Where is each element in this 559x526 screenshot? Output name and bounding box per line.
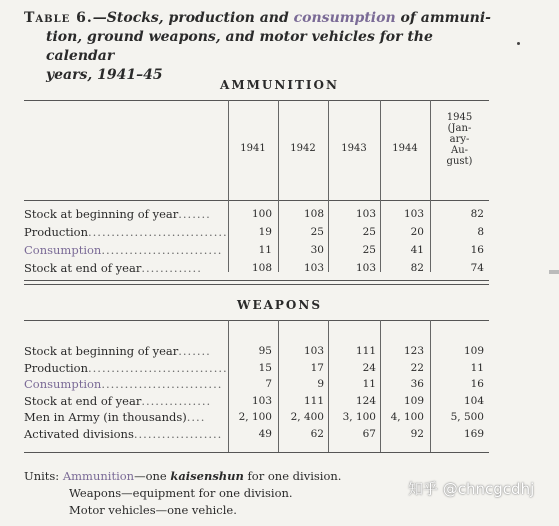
table-label: Table 6. [24, 10, 93, 26]
table-cell: 41 [410, 244, 424, 256]
column-header: 1945 (Jan- ary- Au- gust) [446, 112, 473, 167]
row-label: Activated divisions................... [24, 426, 223, 441]
table-cell: 103 [403, 208, 424, 220]
table-cell: 49 [258, 427, 272, 440]
row-label: Consumption.......................... [24, 243, 223, 257]
column-rule [278, 320, 279, 452]
column-rule [328, 100, 329, 272]
table-cell: 16 [470, 378, 484, 390]
column-header: 1944 [392, 143, 418, 154]
table-cell: 3, 100 [342, 411, 376, 423]
table-cell: 92 [410, 427, 424, 440]
weapons-top-rule [24, 320, 489, 321]
table-cell: 11 [362, 378, 376, 390]
table-cell: 108 [303, 208, 324, 220]
table-bottom-rule [24, 452, 489, 453]
table-title: Table 6.—Stocks, production and consumption of ammuni- tion, ground weapons, and motor vehicles for the calendar years, 1941–45 [24, 10, 491, 83]
row-label: Consumption.......................... [24, 377, 223, 391]
header-bottom-rule [24, 200, 489, 201]
table-cell: 103 [355, 262, 376, 274]
header-top-rule [24, 100, 489, 101]
ammunition-heading: AMMUNITION [220, 78, 339, 92]
table-cell: 111 [355, 345, 376, 357]
column-rule [430, 320, 431, 452]
table-cell: 30 [310, 244, 324, 256]
table-cell: 4, 100 [390, 411, 424, 423]
table-cell: 109 [403, 394, 424, 407]
scroll-indicator[interactable] [549, 270, 559, 274]
table-cell: 9 [317, 378, 324, 390]
column-rule [430, 100, 431, 272]
column-header: 1942 [290, 143, 316, 154]
section-divider-2 [24, 284, 489, 285]
table-cell: 15 [258, 361, 272, 374]
table-cell: 8 [477, 226, 484, 238]
weapons-heading: WEAPONS [236, 298, 323, 312]
row-label: Stock at end of year............. [24, 261, 202, 275]
column-header: 1941 [240, 143, 266, 154]
table-cell: 103 [303, 345, 324, 357]
table-cell: 103 [251, 394, 272, 407]
column-rule [328, 320, 329, 452]
column-rule [228, 100, 229, 272]
table-cell: 74 [470, 262, 484, 274]
column-rule [278, 100, 279, 272]
table-cell: 82 [410, 262, 424, 274]
table-cell: 123 [403, 345, 424, 357]
row-label: Stock at beginning of year....... [24, 344, 211, 358]
table-cell: 22 [410, 361, 424, 374]
row-label: Production.............................. [24, 360, 228, 375]
column-rule [228, 320, 229, 452]
table-cell: 103 [355, 208, 376, 220]
table-cell: 108 [251, 262, 272, 274]
table-cell: 11 [258, 244, 272, 256]
table-cell: 24 [362, 361, 376, 374]
table-cell: 5, 500 [450, 411, 484, 423]
table-cell: 2, 400 [290, 411, 324, 423]
table-cell: 2, 100 [238, 411, 272, 423]
table-cell: 82 [470, 208, 484, 220]
table-cell: 100 [251, 208, 272, 220]
table-cell: 109 [463, 345, 484, 357]
table-cell: 25 [310, 226, 324, 238]
table-cell: 111 [303, 394, 324, 407]
speck [517, 42, 520, 45]
watermark: 知乎 @chncgcdhj [408, 480, 535, 498]
row-label: Production.............................. [24, 225, 228, 239]
units-footnote: Units: Ammunition—one kaisenshun for one division. Weapons—equipment for one division. Motor vehicles—one vehicle. [24, 469, 342, 517]
table-cell: 25 [362, 244, 376, 256]
table-cell: 11 [470, 361, 484, 374]
column-header: 1943 [341, 143, 367, 154]
row-label: Stock at end of year............... [24, 393, 212, 408]
table-cell: 104 [463, 394, 484, 407]
table-cell: 20 [410, 226, 424, 238]
row-label: Stock at beginning of year....... [24, 207, 211, 221]
table-cell: 67 [362, 427, 376, 440]
table-cell: 19 [258, 226, 272, 238]
table-cell: 124 [355, 394, 376, 407]
table-cell: 103 [303, 262, 324, 274]
table-cell: 17 [310, 361, 324, 374]
row-label: Men in Army (in thousands).... [24, 410, 206, 424]
table-cell: 7 [265, 378, 272, 390]
section-divider [24, 280, 489, 281]
column-rule [380, 320, 381, 452]
table-cell: 169 [463, 427, 484, 440]
table-cell: 95 [258, 345, 272, 357]
table-cell: 25 [362, 226, 376, 238]
table-cell: 16 [470, 244, 484, 256]
column-rule [380, 100, 381, 272]
table-cell: 36 [410, 378, 424, 390]
table-cell: 62 [310, 427, 324, 440]
